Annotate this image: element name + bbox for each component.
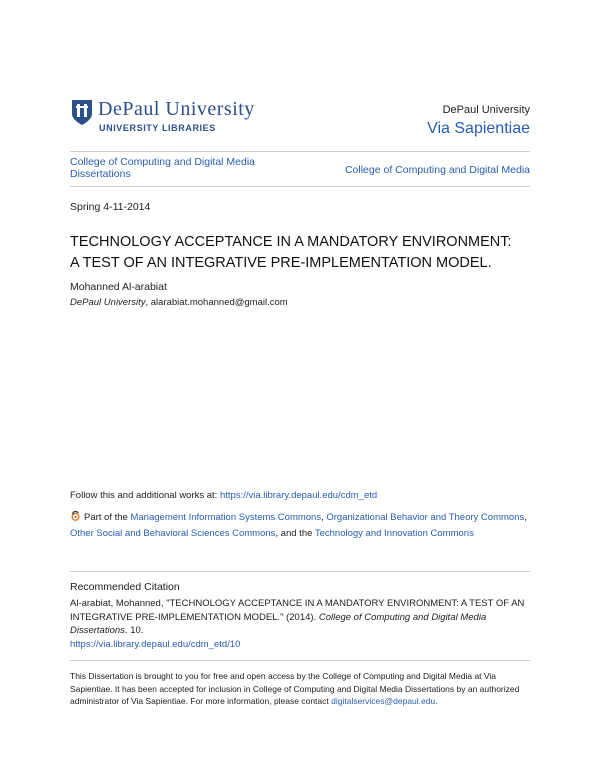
- citation-divider: [70, 571, 530, 572]
- part-of-commons: [70, 510, 530, 542]
- open-access-lock-icon: [70, 510, 81, 521]
- recommended-citation-heading: Recommended Citation: [70, 581, 180, 593]
- recommended-citation-text: [70, 597, 540, 651]
- follow-line: [70, 490, 377, 501]
- access-statement: [70, 670, 540, 708]
- commons-link-other-social[interactable]: Other Social and Behavioral Sciences Commons: [70, 528, 276, 539]
- access-statement-end: .: [435, 696, 438, 706]
- access-statement-text: This Dissertation is brought to you for free and open access by the College of Computing and Digital Media at Via Sapientiae. It has been accepted for inclusion in College of Computing and Digital Media Dissertations by an authorized administrator of Via Sapientiae. For more information, please contact: [70, 671, 520, 706]
- footer-divider: [70, 660, 530, 661]
- part-of-sep-3: , and the: [275, 528, 315, 539]
- repository-owner: DePaul University: [442, 104, 530, 116]
- collection-dissertations-link[interactable]: College of Computing and Digital Media Dissertations: [70, 156, 256, 180]
- part-of-sep-1: ,: [321, 512, 327, 523]
- publication-date: Spring 4-11-2014: [70, 201, 151, 213]
- collection-college-link[interactable]: College of Computing and Digital Media: [344, 164, 530, 176]
- citation-url-link[interactable]: https://via.library.depaul.edu/cdm_etd/10: [70, 638, 241, 650]
- title-line-1: TECHNOLOGY ACCEPTANCE IN A MANDATORY ENVIRONMENT:: [70, 234, 512, 250]
- depaul-shield-icon: [70, 98, 94, 126]
- logo-libraries-label: UNIVERSITY LIBRARIES: [99, 123, 216, 133]
- citation-body: Al-arabiat, Mohanned, "TECHNOLOGY ACCEPTANCE IN A MANDATORY ENVIRONMENT: A TEST OF AN INTEGRATIVE PRE-IMPLEMENTATION MODEL." (2014).: [70, 598, 525, 623]
- citation-number: . 10.: [124, 625, 144, 636]
- citation-journal: College of Computing and Digital Media Dissertations: [70, 611, 487, 636]
- part-of-sep-2: ,: [524, 512, 527, 523]
- header-divider: [70, 151, 530, 152]
- depaul-university-libraries-logo: [70, 96, 290, 140]
- document-title: [70, 232, 540, 274]
- commons-link-mis[interactable]: Management Information Systems Commons: [130, 512, 322, 523]
- commons-link-technology[interactable]: Technology and Innovation Commons: [314, 528, 474, 539]
- repository-name-link[interactable]: Via Sapientiae: [427, 120, 530, 137]
- logo-university-name: DePaul University: [98, 98, 255, 120]
- author-affiliation: [70, 297, 288, 308]
- contact-email-link[interactable]: digitalservices@depaul.edu: [331, 696, 436, 706]
- author-email: , alarabiat.mohanned@gmail.com: [145, 297, 288, 308]
- collection-divider: [70, 186, 530, 187]
- part-of-prefix: Part of the: [84, 512, 131, 523]
- commons-link-org-behavior[interactable]: Organizational Behavior and Theory Commons: [326, 512, 525, 523]
- author-name: Mohanned Al-arabiat: [70, 281, 167, 293]
- title-line-2: A TEST OF AN INTEGRATIVE PRE-IMPLEMENTATION MODEL.: [70, 255, 492, 271]
- follow-url-link[interactable]: https://via.library.depaul.edu/cdm_etd: [219, 490, 378, 501]
- affiliation-name: DePaul University: [70, 297, 146, 308]
- follow-prefix: Follow this and additional works at:: [70, 490, 220, 501]
